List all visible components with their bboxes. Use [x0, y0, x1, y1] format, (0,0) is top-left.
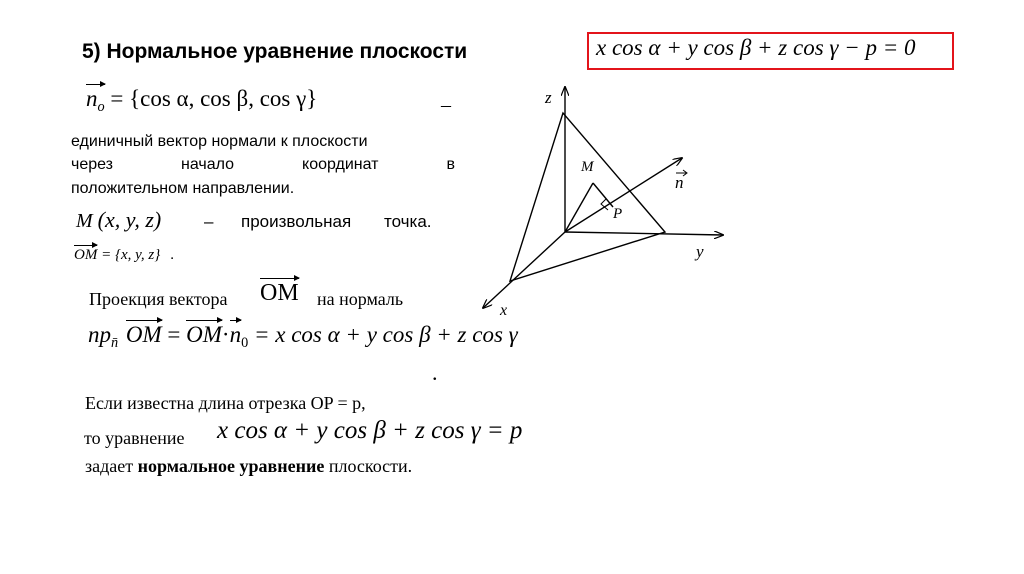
word: через — [71, 156, 114, 173]
om-segment — [565, 183, 593, 232]
n0-desc-line2 — [71, 156, 455, 174]
length-line: Если известна длина отрезка OP = p, — [85, 393, 366, 413]
projection-label-b: на нормаль — [317, 289, 404, 309]
word: координат — [302, 156, 379, 173]
lone-dot: . — [432, 360, 438, 385]
final-line: задает нормальное уравнение плоскости. — [85, 456, 413, 476]
n0-set: = {cos α, cos β, cos γ} — [110, 86, 318, 111]
projection-vector: OM — [260, 280, 299, 306]
n0-formula — [86, 86, 317, 116]
n0-desc-line1: единичный вектор нормали к плоскости — [71, 133, 368, 150]
projection-formula: $np_{n̄}$ OM = OM· $n_0 = x$ cos α + y cos β + z cos γ — [88, 322, 518, 351]
x-axis — [483, 232, 565, 308]
point-word-arbitrary: произвольная — [241, 212, 352, 231]
axis-z-label: z — [545, 88, 552, 107]
point-p-label: P — [613, 206, 623, 222]
then-formula: x cos α + y cos β + z cos γ = p — [217, 417, 523, 444]
plane-diagram — [470, 85, 730, 325]
point-dash: – — [204, 212, 214, 231]
om-definition: OM = {x, y, z} . — [74, 247, 175, 263]
n0-vector: $n_o$ — [86, 86, 105, 115]
boxed-formula: x cos α + y cos β + z cos γ − p = 0 — [596, 35, 916, 60]
y-axis — [565, 232, 723, 235]
projection-label: Проекция вектора — [89, 289, 228, 309]
word: начало — [181, 156, 235, 173]
point-word-point: точка. — [384, 212, 432, 231]
axis-x-label: x — [500, 302, 508, 319]
n0-dash: – — [441, 94, 451, 116]
point-m: M (x, y, z) — [76, 207, 162, 232]
plane-triangle — [510, 113, 665, 281]
n0-desc-line3: положительном направлении. — [71, 180, 295, 197]
word: в — [446, 156, 455, 173]
axis-y-label: y — [696, 242, 704, 261]
point-m-label: M — [581, 159, 594, 175]
normal-label: n — [675, 173, 684, 192]
mp-segment — [593, 183, 613, 207]
then-label: то уравнение — [84, 428, 185, 448]
slide-title: 5) Нормальное уравнение плоскости — [82, 40, 468, 63]
